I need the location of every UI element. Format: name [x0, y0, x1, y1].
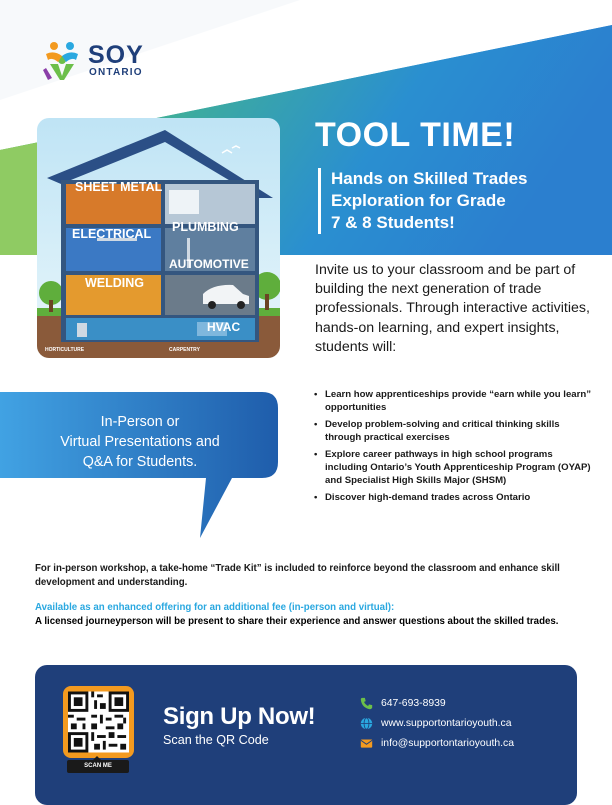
trade-kit-note: For in-person workshop, a take-home “Trade Kit” is included to reinforce beyond the classroom and enhance skill development and understanding. [35, 563, 560, 588]
qr-code-icon [68, 691, 129, 753]
bubble-line: In-Person or [100, 414, 180, 430]
intro-paragraph: Invite us to your classroom and be part of building the next generation of trade professionals. Through interactive activities, hands-on learning, and expert insights, students will: [315, 262, 590, 355]
subtitle-line: 7 & 8 Students! [331, 213, 455, 232]
list-item: • Develop problem-solving and critical thinking skills through practical exercises [312, 419, 592, 444]
label-electrical: ELECTRICAL [72, 227, 152, 241]
logo-figures-icon [40, 38, 84, 82]
email-contact[interactable] [360, 737, 514, 750]
website-link[interactable]: www.supportontarioyouth.ca [381, 718, 512, 729]
label-sheet-metal: SHEET METAL [75, 180, 163, 194]
label-plumbing: PLUMBING [172, 220, 239, 234]
scan-qr-instruction: Scan the QR Code [163, 733, 269, 747]
label-carpentry: CARPENTRY [169, 347, 200, 353]
label-hvac: HVAC [207, 320, 241, 334]
bubble-line: Q&A for Students. [82, 454, 198, 470]
trades-house-illustration [37, 118, 280, 358]
phone-icon [360, 697, 373, 710]
qr-code[interactable] [63, 686, 134, 758]
benefits-list [312, 389, 592, 510]
logo-subname: ONTARIO [89, 66, 143, 78]
email-link[interactable]: info@supportontarioyouth.ca [381, 738, 515, 749]
enhanced-body: A licensed journeyperson will be present to share their experience and answer questions about the skilled trades. [35, 615, 559, 627]
list-item: • Learn how apprenticeships provide “earn while you learn” opportunities [312, 389, 592, 414]
label-automotive: AUTOMOTIVE [169, 257, 249, 271]
enhanced-heading: Available as an enhanced offering for an additional fee (in-person and virtual): [35, 602, 395, 613]
website-contact[interactable] [360, 717, 512, 730]
phone-number: 647-693-8939 [381, 698, 446, 709]
globe-icon [360, 717, 373, 730]
soy-ontario-logo [40, 38, 144, 82]
label-horticulture: HORTICULTURE [45, 347, 85, 353]
bubble-line: Virtual Presentations and [60, 434, 220, 450]
subtitle-line: Hands on Skilled Trades [331, 169, 528, 188]
phone-contact[interactable] [360, 697, 446, 710]
envelope-icon [360, 737, 373, 750]
list-item: • Discover high-demand trades across Ontario [312, 492, 592, 505]
subtitle [318, 168, 581, 234]
label-welding: WELDING [85, 276, 145, 290]
signup-heading: Sign Up Now! [163, 703, 316, 730]
list-item: • Explore career pathways in high school programs including Ontario’s Youth Apprenticeship Program (OYAP) and Specialist High Skills Major (SHSM) [312, 449, 592, 487]
enhanced-offering [35, 601, 585, 628]
scan-me-label: SCAN ME [67, 760, 129, 773]
logo-name: SOY [88, 40, 144, 69]
bubble-text [0, 412, 280, 472]
subtitle-line: Exploration for Grade [331, 191, 506, 210]
page-title: TOOL TIME! [315, 116, 516, 154]
